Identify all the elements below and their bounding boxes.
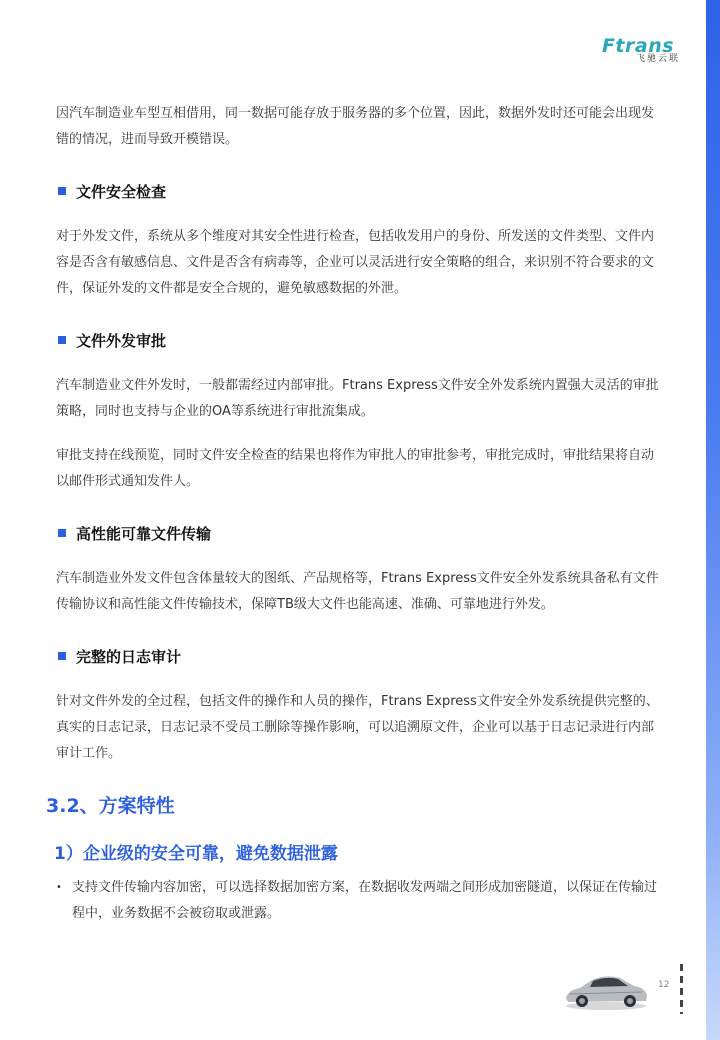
section-paragraph: 审批支持在线预览，同时文件安全检查的结果也将作为审批人的审批参考，审批完成时，审批结果将自动以邮件形式通知发件人。 (56, 448, 655, 489)
feature-bullet-item (56, 875, 664, 927)
car-illustration-icon (562, 968, 650, 1012)
section-heading (56, 327, 664, 353)
square-bullet-icon (58, 187, 66, 195)
intro-paragraph: 因汽车制造业车型互相借用，同一数据可能存放于服务器的多个位置，因此，数据外发时还可能会出现发错的情况，进而导致开模错误。 (56, 106, 655, 147)
section-heading (56, 178, 664, 204)
logo-text: Ftrans (601, 35, 675, 57)
section-paragraph: 对于外发文件，系统从多个维度对其安全性进行检查，包括收发用户的身份、所发送的文件类型、文件内容是否含有敏感信息、文件是否含有病毒等，企业可以灵活进行安全策略的组合，来识别不符合要求的文件，保证外发的文件都是安全合规的，避免敏感数据的外泄。 (56, 229, 655, 296)
decorative-dashed-line (680, 964, 683, 1014)
bullet-text: 支持文件传输内容加密，可以选择数据加密方案，在数据收发两端之间形成加密隧道，以保证在传输过程中，业务数据不会被窃取或泄露。 (72, 880, 658, 921)
section-heading (56, 520, 664, 546)
section-paragraph: 针对文件外发的全过程，包括文件的操作和人员的操作，Ftrans Express文件安全外发系统提供完整的、真实的日志记录，日志记录不受员工删除等操作影响，可以追溯原文件，企业可以基于日志记录进行内部审计工作。 (56, 694, 659, 761)
page-number: 12 (658, 980, 670, 990)
square-bullet-icon (58, 336, 66, 344)
decorative-side-bar (706, 0, 720, 1040)
section-heading-label: 文件外发审批 (76, 331, 167, 350)
logo-subtitle: 飞驰云联 (635, 54, 680, 64)
section-paragraph: 汽车制造业外发文件包含体量较大的图纸、产品规格等，Ftrans Express文件安全外发系统具备私有文件传输协议和高性能文件传输技术，保障TB级大文件也能高速、准确、可靠地进行外发。 (56, 571, 659, 612)
square-bullet-icon (58, 529, 66, 537)
section-heading-label: 文件安全检查 (76, 182, 167, 201)
chapter-section-title: 3.2、方案特性 (46, 795, 175, 817)
square-bullet-icon (58, 652, 66, 660)
bullet-dot-icon: • (56, 882, 62, 893)
document-body (56, 101, 664, 767)
section-heading-label: 完整的日志审计 (76, 647, 182, 666)
section-heading (56, 643, 664, 669)
brand-logo (588, 36, 688, 64)
section-paragraph: 汽车制造业文件外发时，一般都需经过内部审批。Ftrans Express文件安全外发系统内置强大灵活的审批策略，同时也支持与企业的OA等系统进行审批流集成。 (56, 378, 659, 419)
section-heading-label: 高性能可靠文件传输 (76, 524, 212, 543)
feature-subtitle: 1）企业级的安全可靠，避免数据泄露 (54, 844, 338, 864)
